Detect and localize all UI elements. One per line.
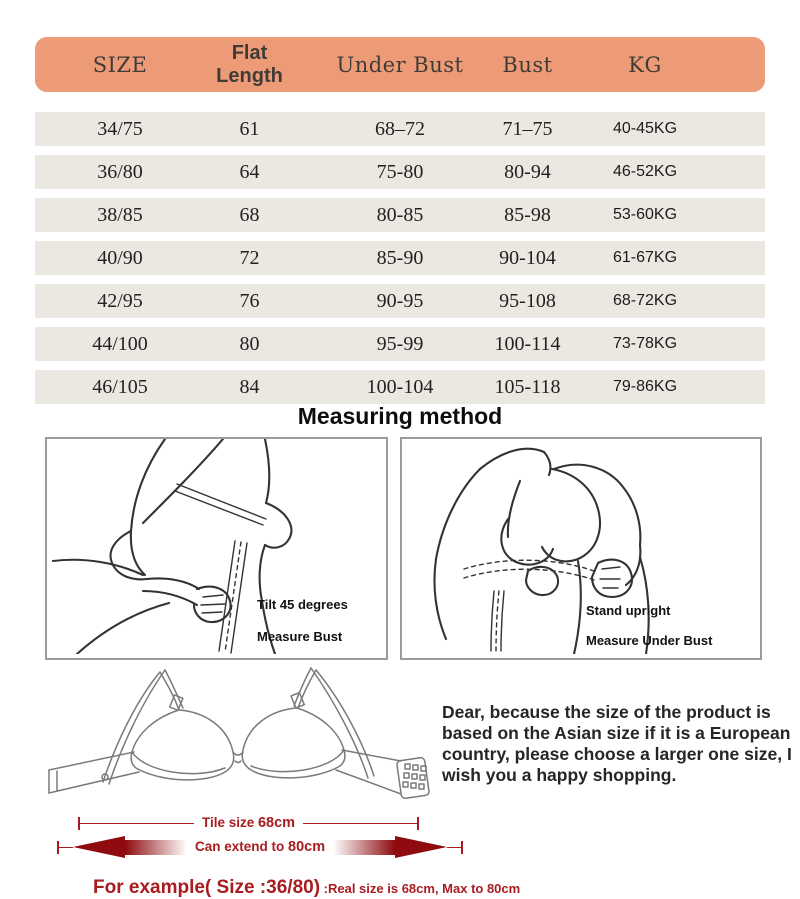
cell-flat: 61 — [239, 117, 260, 140]
header-bust: Bust — [502, 52, 553, 77]
size-chart-header — [35, 37, 765, 92]
bra-diagram-area — [35, 660, 521, 899]
cell-kg: 68-72KG — [612, 292, 678, 309]
arrow-tip — [395, 836, 447, 858]
cell-flat: 72 — [239, 246, 260, 269]
cell-kg: 79-86KG — [612, 378, 678, 395]
cell-bust: 80-94 — [504, 160, 551, 183]
arrow-tip — [73, 836, 125, 858]
left-extend-arrow-icon — [73, 836, 187, 858]
caption-tilt-45: Tilt 45 degrees — [257, 597, 348, 612]
caption-stand-upright: Stand upright — [586, 603, 671, 618]
bra-illustration — [35, 660, 441, 806]
table-row — [35, 327, 765, 361]
cell-size: 36/80 — [97, 160, 143, 183]
cell-bust: 100-114 — [494, 332, 561, 355]
arrow-tail — [333, 840, 395, 855]
dimension-line — [80, 823, 194, 824]
cell-kg: 73-78KG — [612, 335, 678, 352]
caption-measure-under-bust: Measure Under Bust — [586, 633, 713, 648]
table-row — [35, 370, 765, 404]
asian-size-note: Dear, because the size of the product is based on the Asian size if it is a European country, please choose a larger one size, I wish you a happy shopping. — [442, 702, 792, 785]
cell-flat: 64 — [239, 160, 260, 183]
caption-measure-bust: Measure Bust — [257, 629, 343, 644]
size-example-detail: :Real size is 68cm, Max to 80cm — [320, 881, 521, 896]
table-row — [35, 241, 765, 275]
tile-size-value: 68cm — [257, 815, 296, 831]
right-extend-arrow-icon — [333, 836, 447, 858]
extend-text: Can extend to — [195, 839, 289, 854]
cell-under: 75-80 — [376, 160, 424, 183]
dimension-line — [303, 823, 417, 824]
table-row — [35, 155, 765, 189]
cell-under: 90-95 — [376, 289, 424, 312]
header-kg: KG — [628, 52, 662, 77]
cell-bust: 95-108 — [499, 289, 556, 312]
extend-dimension — [57, 835, 439, 859]
header-flat-length: Flat Length — [216, 41, 283, 87]
cell-flat: 80 — [239, 332, 260, 355]
measure-bust-illustration — [47, 439, 382, 654]
cell-kg: 40-45KG — [612, 120, 678, 137]
cell-kg: 46-52KG — [612, 163, 678, 180]
dimension-tick — [461, 841, 463, 854]
tile-size-text: Tile size — [201, 815, 258, 830]
measure-under-bust-figure-box — [400, 437, 762, 660]
tile-size-dimension — [78, 815, 419, 831]
extend-value: 80cm — [288, 839, 326, 855]
cell-size: 34/75 — [97, 117, 143, 140]
tile-size-label — [194, 815, 303, 831]
cell-under: 100-104 — [366, 375, 434, 398]
size-example — [93, 877, 521, 899]
table-row — [35, 284, 765, 318]
measuring-method-title: Measuring method — [297, 403, 503, 429]
table-row — [35, 112, 765, 146]
cell-under: 80-85 — [376, 203, 424, 226]
header-under-bust: Under Bust — [336, 52, 464, 77]
header-size: SIZE — [92, 52, 148, 77]
dimension-line — [59, 847, 73, 848]
cell-size: 38/85 — [97, 203, 143, 226]
measure-bust-figure-box — [45, 437, 388, 660]
cell-kg: 53-60KG — [612, 206, 678, 223]
table-row — [35, 198, 765, 232]
extend-label — [187, 839, 333, 855]
cell-bust: 85-98 — [504, 203, 551, 226]
cell-flat: 84 — [239, 375, 260, 398]
cell-kg: 61-67KG — [612, 249, 678, 266]
cell-under: 95-99 — [376, 332, 424, 355]
arrow-tail — [125, 840, 187, 855]
cell-flat: 76 — [239, 289, 260, 312]
cell-size: 46/105 — [92, 375, 148, 398]
cell-bust: 105-118 — [494, 375, 561, 398]
cell-size: 42/95 — [97, 289, 143, 312]
cell-under: 85-90 — [376, 246, 424, 269]
dimension-tick — [417, 817, 419, 830]
cell-under: 68–72 — [375, 117, 425, 140]
cell-size: 40/90 — [97, 246, 143, 269]
size-chart — [35, 37, 765, 404]
cell-flat: 68 — [239, 203, 260, 226]
size-example-main: For example( Size :36/80) — [93, 877, 321, 898]
cell-bust: 90-104 — [499, 246, 556, 269]
cell-bust: 71–75 — [502, 117, 553, 140]
measure-under-bust-illustration — [402, 439, 756, 654]
cell-size: 44/100 — [92, 332, 148, 355]
dimension-line — [447, 847, 461, 848]
